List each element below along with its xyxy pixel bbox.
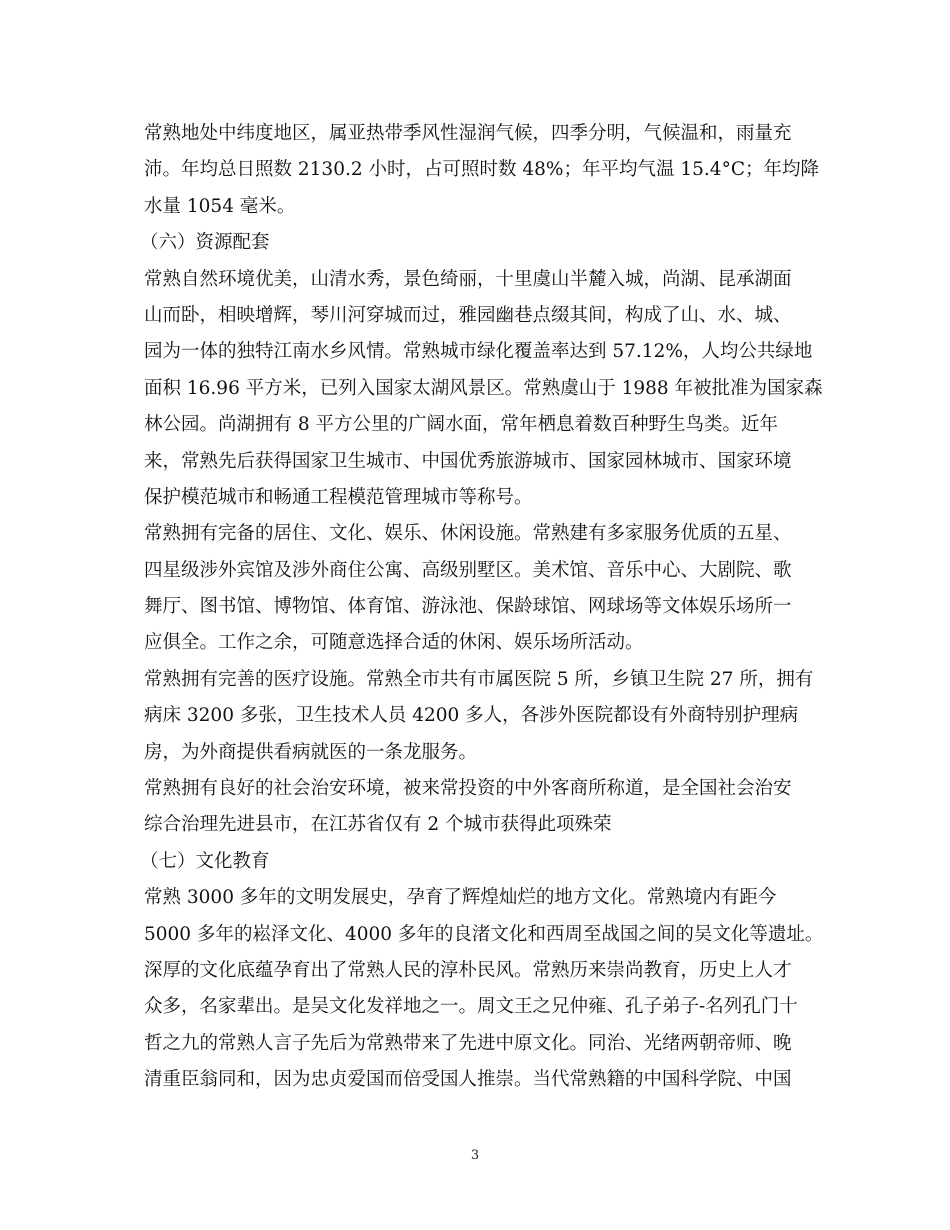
text-line: 哲之九的常熟人言子先后为常熟带来了先进中原文化。同治、光绪两朝帝师、晚 [144,1032,792,1054]
text-line: 综合治理先进县市，在江苏省仅有 2 个城市获得此项殊荣 [144,814,612,836]
text-line: 山而卧，相映增辉，琴川河穿城而过，雅园幽巷点缀其间，构成了山、水、城、 [144,304,792,326]
text-line: 沛。年均总日照数 2130.2 小时，占可照时数 48%；年平均气温 15.4°C；年均降 [144,159,819,181]
section-heading-culture [140,844,812,880]
text-line: 众多，名家辈出。是吴文化发祥地之一。周文王之兄仲雍、孔子弟子-名列孔门十 [144,996,798,1018]
text-line: 四星级涉外宾馆及涉外商住公寓、高级别墅区。美术馆、音乐中心、大剧院、歌 [144,559,792,581]
culture-paragraph [144,880,824,1098]
text-line: 常熟拥有完善的医疗设施。常熟全市共有市属医院 5 所，乡镇卫生院 27 所，拥有 [144,668,814,690]
section-heading: （七）文化教育 [140,850,270,872]
text-line: 常熟地处中纬度地区，属亚热带季风性湿润气候，四季分明，气候温和，雨量充 [144,123,792,144]
text-line: 水量 1054 毫米。 [144,195,296,217]
page-number: 3 [470,1148,480,1163]
climate-paragraph [144,116,819,225]
text-line: 5000 多年的崧泽文化、4000 多年的良渚文化和西周至战国之间的吴文化等遗址。 [144,923,824,945]
text-line: 舞厅、图书馆、博物馆、体育馆、游泳池、保龄球馆、网球场等文体娱乐场所一 [144,596,792,618]
text-line: 面积 16.96 平方米，已列入国家太湖风景区。常熟虞山于 1988 年被批准为国家森 [144,377,823,399]
text-line: 常熟 3000 多年的文明发展史，孕育了辉煌灿烂的地方文化。常熟境内有距今 [144,887,777,909]
text-line: 房，为外商提供看病就医的一条龙服务。 [144,741,478,763]
text-line: 清重臣翁同和，因为忠贞爱国而倍受国人推崇。当代常熟籍的中国科学院、中国 [144,1069,792,1091]
text-line: 园为一体的独特江南水乡风情。常熟城市绿化覆盖率达到 57.12%，人均公共绿地 [144,341,813,363]
text-line: 病床 3200 多张，卫生技术人员 4200 多人，各涉外医院都设有外商特别护理病 [144,705,799,727]
section-heading: （六）资源配套 [140,232,270,254]
text-line: 来，常熟先后获得国家卫生城市、中国优秀旅游城市、国家园林城市、国家环境 [144,450,792,472]
text-line: 深厚的文化底蕴孕育出了常熟人民的淳朴民风。常熟历来崇尚教育，历史上人才 [144,959,792,981]
document-body [140,116,824,1099]
text-line: 常熟自然环境优美，山清水秀，景色绮丽，十里虞山半麓入城，尚湖、昆承湖面 [144,268,792,290]
leisure-paragraph [144,516,812,662]
text-line: 应俱全。工作之余，可随意选择合适的休闲、娱乐场所活动。 [144,632,644,654]
environment-paragraph [144,262,823,517]
text-line: 林公园。尚湖拥有 8 平方公里的广阔水面，常年栖息着数百种野生鸟类。近年 [144,414,779,436]
security-paragraph [144,771,812,844]
text-line: 常熟拥有完备的居住、文化、娱乐、休闲设施。常熟建有多家服务优质的五星、 [144,523,792,545]
medical-paragraph [144,662,812,771]
section-heading-resources [140,225,812,261]
text-line: 保护模范城市和畅通工程模范管理城市等称号。 [144,486,533,508]
text-line: 常熟拥有良好的社会治安环境，被来常投资的中外客商所称道，是全国社会治安 [144,778,792,800]
